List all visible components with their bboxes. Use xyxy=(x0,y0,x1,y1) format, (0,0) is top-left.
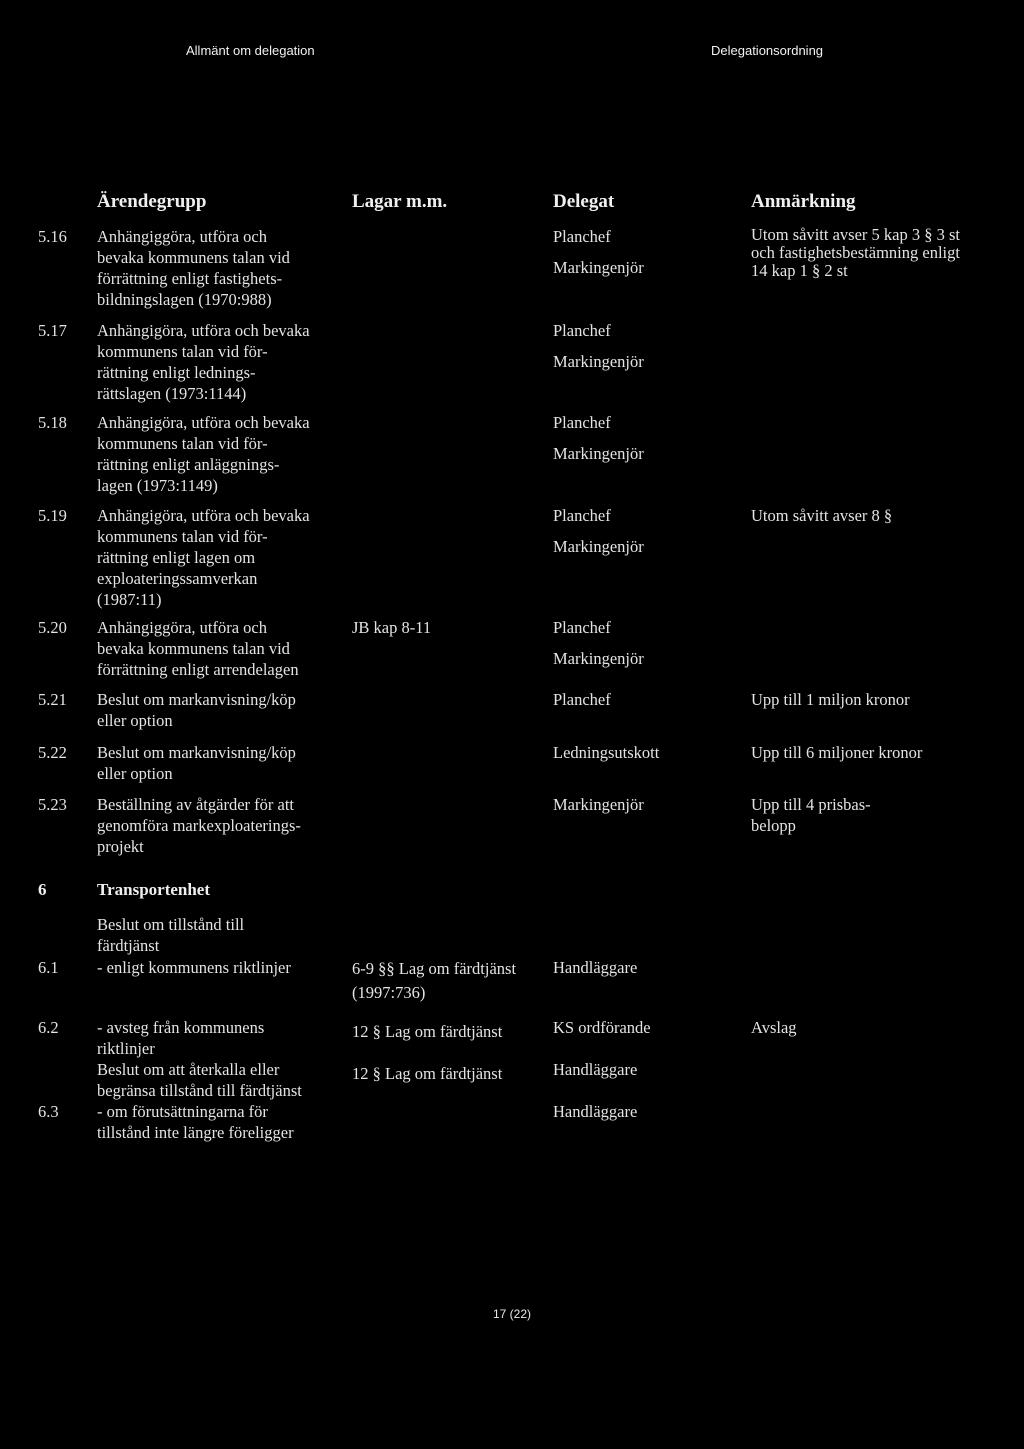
col-anmarkning: Anmärkning xyxy=(751,191,856,212)
row-anmarkning: Utom såvitt avser 8 § xyxy=(751,506,893,525)
row-number: 5.23 xyxy=(38,795,67,814)
row-number: 5.16 xyxy=(38,227,67,246)
row-delegat xyxy=(553,505,743,557)
row-anmarkning: Upp till 6 miljoner kronor xyxy=(751,743,923,762)
row-description: Beslut om att återkalla eller begränsa tillstånd till färdtjänst xyxy=(97,1060,302,1100)
col-arendegrupp: Ärendegrupp xyxy=(97,191,207,212)
delegat-name: Markingenjör xyxy=(553,795,644,814)
row-delegat xyxy=(553,226,743,278)
row-number: 5.17 xyxy=(38,321,67,340)
col-lagar: Lagar m.m. xyxy=(352,191,448,212)
row-description: Anhängiggöra, utföra och bevaka kommunens talan vid förrättning enligt arrendelagen xyxy=(97,618,299,679)
row-number: 5.22 xyxy=(38,743,67,762)
delegat-name: Planchef xyxy=(553,618,611,637)
row-description: Anhängigöra, utföra och bevaka kommunens talan vid för- rättning enligt lagen om exploateringssamverkan (1987:11) xyxy=(97,506,310,609)
delegat-name: Planchef xyxy=(553,690,611,709)
row-delegat xyxy=(553,689,743,710)
row-number: 6.1 xyxy=(38,958,59,977)
page-number: 17 (22) xyxy=(492,1307,532,1321)
delegat-name: Markingenjör xyxy=(553,352,644,371)
row-lagar: 6-9 §§ Lag om färdtjänst (1997:736) xyxy=(352,959,517,1002)
row-delegat xyxy=(553,742,743,763)
row-delegat: KS ordförande xyxy=(553,1018,651,1037)
row-description: - enligt kommunens riktlinjer xyxy=(97,958,291,977)
row-anmarkning: Upp till 1 miljon kronor xyxy=(751,690,910,709)
row-number: 6.3 xyxy=(38,1102,59,1121)
row-delegat: Handläggare xyxy=(553,958,638,977)
row-delegat: Handläggare xyxy=(553,1060,638,1079)
col-delegat: Delegat xyxy=(553,191,615,212)
section-number: 6 xyxy=(38,880,47,899)
delegat-name: Markingenjör xyxy=(553,258,644,277)
row-lagar: 12 § Lag om färdtjänst xyxy=(352,1064,503,1083)
delegat-name: Ledningsutskott xyxy=(553,743,660,762)
row-description: Beslut om markanvisning/köp eller option xyxy=(97,690,296,730)
delegat-name: Planchef xyxy=(553,506,611,525)
row-number: 5.21 xyxy=(38,690,67,709)
delegat-name: Planchef xyxy=(553,227,611,246)
row-description: Beslut om markanvisning/köp eller option xyxy=(97,743,296,783)
row-anmarkning: Avslag xyxy=(751,1018,797,1037)
row-anmarkning: Utom såvitt avser 5 kap 3 § 3 st och fastighetsbestämning enligt 14 kap 1 § 2 st xyxy=(751,225,960,280)
header-left: Allmänt om delegation xyxy=(186,43,315,58)
row-delegat xyxy=(553,617,743,669)
row-delegat xyxy=(553,320,743,372)
row-number: 6.2 xyxy=(38,1018,59,1037)
row-description: Beställning av åtgärder för att genomföra markexploaterings- projekt xyxy=(97,795,301,856)
row-description: - om förutsättningarna för tillstånd inte längre föreligger xyxy=(97,1102,294,1142)
delegat-name: Planchef xyxy=(553,413,611,432)
row-delegat xyxy=(553,794,743,815)
intro-text: Beslut om tillstånd till färdtjänst xyxy=(97,915,245,955)
row-description: Anhängigöra, utföra och bevaka kommunens talan vid för- rättning enligt anläggnings- lagen (1973:1149) xyxy=(97,413,310,495)
row-delegat xyxy=(553,412,743,464)
row-lagar: JB kap 8-11 xyxy=(352,618,432,637)
section-title: Transportenhet xyxy=(97,880,211,899)
row-number: 5.19 xyxy=(38,506,67,525)
header-right: Delegationsordning xyxy=(711,43,824,58)
row-anmarkning: Upp till 4 prisbas- belopp xyxy=(751,795,871,835)
row-lagar: 12 § Lag om färdtjänst xyxy=(352,1022,503,1041)
delegat-name: Markingenjör xyxy=(553,444,644,463)
row-description: Anhängiggöra, utföra och bevaka kommunens talan vid förrättning enligt fastighets- bildningslagen (1970:988) xyxy=(97,227,290,309)
delegat-name: Markingenjör xyxy=(553,537,644,556)
row-description: - avsteg från kommunens riktlinjer xyxy=(97,1018,265,1058)
delegat-name: Planchef xyxy=(553,321,611,340)
row-delegat: Handläggare xyxy=(553,1102,638,1121)
row-number: 5.18 xyxy=(38,413,67,432)
delegat-name: Markingenjör xyxy=(553,649,644,668)
row-description: Anhängigöra, utföra och bevaka kommunens talan vid för- rättning enligt lednings- rättslagen (1973:1144) xyxy=(97,321,310,403)
row-number: 5.20 xyxy=(38,618,67,637)
